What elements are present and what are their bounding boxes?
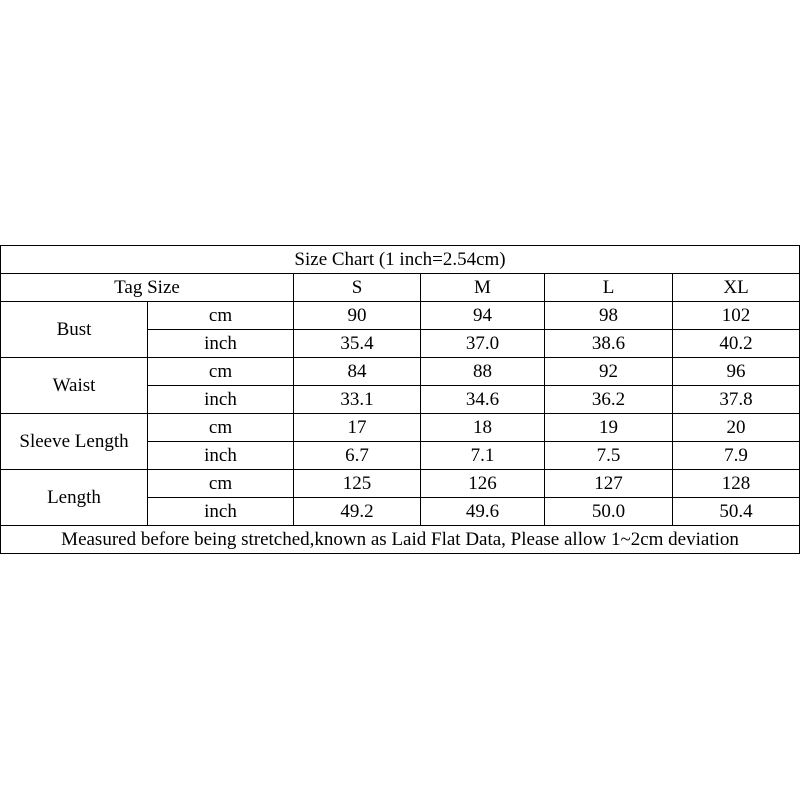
chart-title: Size Chart (1 inch=2.54cm) [1,246,800,274]
value-cell: 40.2 [673,330,800,358]
value-cell: 7.9 [673,442,800,470]
unit-cell: inch [148,498,294,526]
unit-cell: inch [148,330,294,358]
value-cell: 38.6 [545,330,673,358]
value-cell: 18 [421,414,545,442]
measure-name-waist: Waist [1,358,148,414]
value-cell: 127 [545,470,673,498]
size-chart-table [0,245,800,554]
value-cell: 98 [545,302,673,330]
measure-name-length: Length [1,470,148,526]
header-row [1,274,800,302]
measure-name-bust: Bust [1,302,148,358]
value-cell: 7.5 [545,442,673,470]
value-cell: 49.6 [421,498,545,526]
value-cell: 84 [294,358,421,386]
measure-name-sleeve-length: Sleeve Length [1,414,148,470]
value-cell: 94 [421,302,545,330]
value-cell: 33.1 [294,386,421,414]
unit-cell: inch [148,386,294,414]
value-cell: 125 [294,470,421,498]
value-cell: 37.0 [421,330,545,358]
value-cell: 37.8 [673,386,800,414]
table-row [1,302,800,330]
value-cell: 88 [421,358,545,386]
table-row [1,414,800,442]
size-header-l: L [545,274,673,302]
value-cell: 20 [673,414,800,442]
value-cell: 49.2 [294,498,421,526]
unit-cell: cm [148,470,294,498]
size-header-xl: XL [673,274,800,302]
unit-cell: cm [148,358,294,386]
table-row [1,470,800,498]
deviation-note: Measured before being stretched,known as Laid Flat Data, Please allow 1~2cm deviation [1,526,800,554]
value-cell: 90 [294,302,421,330]
size-header-m: M [421,274,545,302]
value-cell: 92 [545,358,673,386]
unit-cell: inch [148,442,294,470]
unit-cell: cm [148,414,294,442]
value-cell: 6.7 [294,442,421,470]
value-cell: 102 [673,302,800,330]
title-row [1,246,800,274]
size-header-s: S [294,274,421,302]
value-cell: 35.4 [294,330,421,358]
table-row [1,358,800,386]
value-cell: 96 [673,358,800,386]
value-cell: 126 [421,470,545,498]
value-cell: 128 [673,470,800,498]
unit-cell: cm [148,302,294,330]
value-cell: 17 [294,414,421,442]
value-cell: 19 [545,414,673,442]
value-cell: 50.4 [673,498,800,526]
value-cell: 50.0 [545,498,673,526]
value-cell: 34.6 [421,386,545,414]
note-row [1,526,800,554]
value-cell: 36.2 [545,386,673,414]
value-cell: 7.1 [421,442,545,470]
tag-size-label: Tag Size [1,274,294,302]
